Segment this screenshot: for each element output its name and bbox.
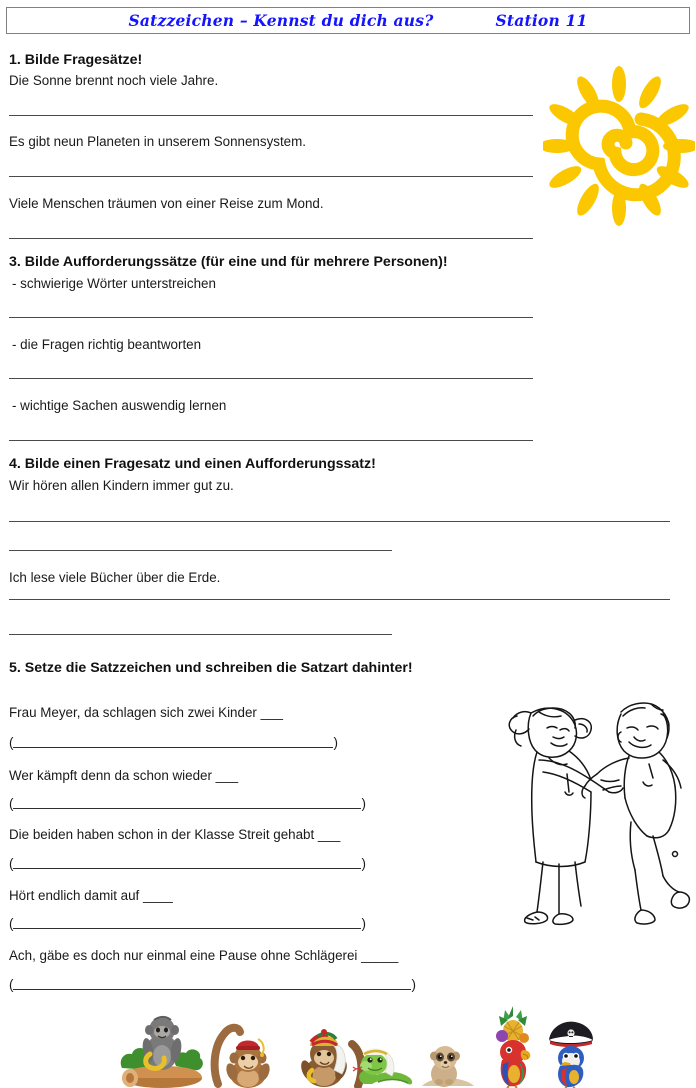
section-5-sentence-3: Die beiden haben schon in der Klasse Streit gehabt ___ <box>9 827 341 842</box>
section-4-sentence-2: Ich lese viele Bücher über die Erde. <box>9 570 221 585</box>
section-5-answer-row-3[interactable] <box>9 856 366 871</box>
section-4-answer-line-1b[interactable] <box>9 550 392 551</box>
section-1-sentence-3: Viele Menschen träumen von einer Reise zum Mond. <box>9 196 324 211</box>
section-5-answer-line-5[interactable] <box>13 978 411 990</box>
section-1-answer-line-3[interactable] <box>9 238 533 239</box>
section-5-answer-row-1[interactable] <box>9 735 338 750</box>
section-5-answer-row-5[interactable] <box>9 977 416 992</box>
section-3-sentence-1: - schwierige Wörter unterstreichen <box>12 276 216 291</box>
section-5-sentence-5: Ach, gäbe es doch nur einmal eine Pause ohne Schlägerei _____ <box>9 948 399 963</box>
snake-character <box>352 1034 418 1088</box>
section-5-answer-line-1[interactable] <box>13 736 333 748</box>
character-strip <box>0 995 696 1088</box>
section-5-sentence-4: Hört endlich damit auf ____ <box>9 888 173 903</box>
parrot-pirate-character <box>545 1020 597 1088</box>
paren-close-3: ) <box>361 856 366 871</box>
section-4-answer-line-2a[interactable] <box>9 599 670 600</box>
section-5-answer-line-2[interactable] <box>13 797 361 809</box>
paren-close-4: ) <box>361 916 366 931</box>
section-5-answer-line-3[interactable] <box>13 857 361 869</box>
section-3-sentence-2: - die Fragen richtig beantworten <box>12 337 202 352</box>
section-3-sentence-3: - wichtige Sachen auswendig lernen <box>12 398 227 413</box>
section-5-answer-line-4[interactable] <box>13 917 361 929</box>
sun-illustration <box>543 62 695 234</box>
paren-close-1: ) <box>333 735 338 750</box>
section-3-answer-line-2[interactable] <box>9 378 533 379</box>
section-1-heading: 1. Bilde Fragesätze! <box>9 52 143 68</box>
section-4-sentence-1: Wir hören allen Kindern immer gut zu. <box>9 478 234 493</box>
paren-open-4: ( <box>9 916 14 931</box>
fighting-children-illustration <box>503 694 693 926</box>
section-5-heading: 5. Setze die Satzzeichen und schreiben die Satzart dahinter! <box>9 660 413 676</box>
section-1-sentence-1: Die Sonne brennt noch viele Jahre. <box>9 73 219 88</box>
gorilla-character <box>118 1008 206 1088</box>
paren-open-3: ( <box>9 856 14 871</box>
section-1-sentence-2: Es gibt neun Planeten in unserem Sonnensystem. <box>9 134 307 149</box>
section-4-heading: 4. Bilde einen Fragesatz und einen Aufforderungssatz! <box>9 456 376 472</box>
section-5-answer-row-2[interactable] <box>9 796 366 811</box>
section-1-answer-line-2[interactable] <box>9 176 533 177</box>
section-4-answer-line-1a[interactable] <box>9 521 670 522</box>
meerkat-character <box>420 1032 476 1088</box>
paren-close-2: ) <box>361 796 366 811</box>
parrot-pineapple-character <box>485 1004 541 1088</box>
station-label: Station 11 <box>495 11 588 30</box>
monkey-fez-character <box>210 1016 282 1088</box>
section-5-answer-row-4[interactable] <box>9 916 366 931</box>
section-3-answer-line-1[interactable] <box>9 317 533 318</box>
section-5-sentence-1: Frau Meyer, da schlagen sich zwei Kinder ___ <box>9 705 283 720</box>
section-4-answer-line-2b[interactable] <box>9 634 392 635</box>
paren-open-5: ( <box>9 977 14 992</box>
paren-open-2: ( <box>9 796 14 811</box>
paren-close-5: ) <box>411 977 416 992</box>
section-1-answer-line-1[interactable] <box>9 115 533 116</box>
section-5-sentence-2: Wer kämpft denn da schon wieder ___ <box>9 768 239 783</box>
section-3-answer-line-3[interactable] <box>9 440 533 441</box>
section-3-heading: 3. Bilde Aufforderungssätze (für eine und für mehrere Personen)! <box>9 254 448 270</box>
worksheet-title: Satzzeichen – Kennst du dich aus? <box>128 11 434 30</box>
paren-open-1: ( <box>9 735 14 750</box>
